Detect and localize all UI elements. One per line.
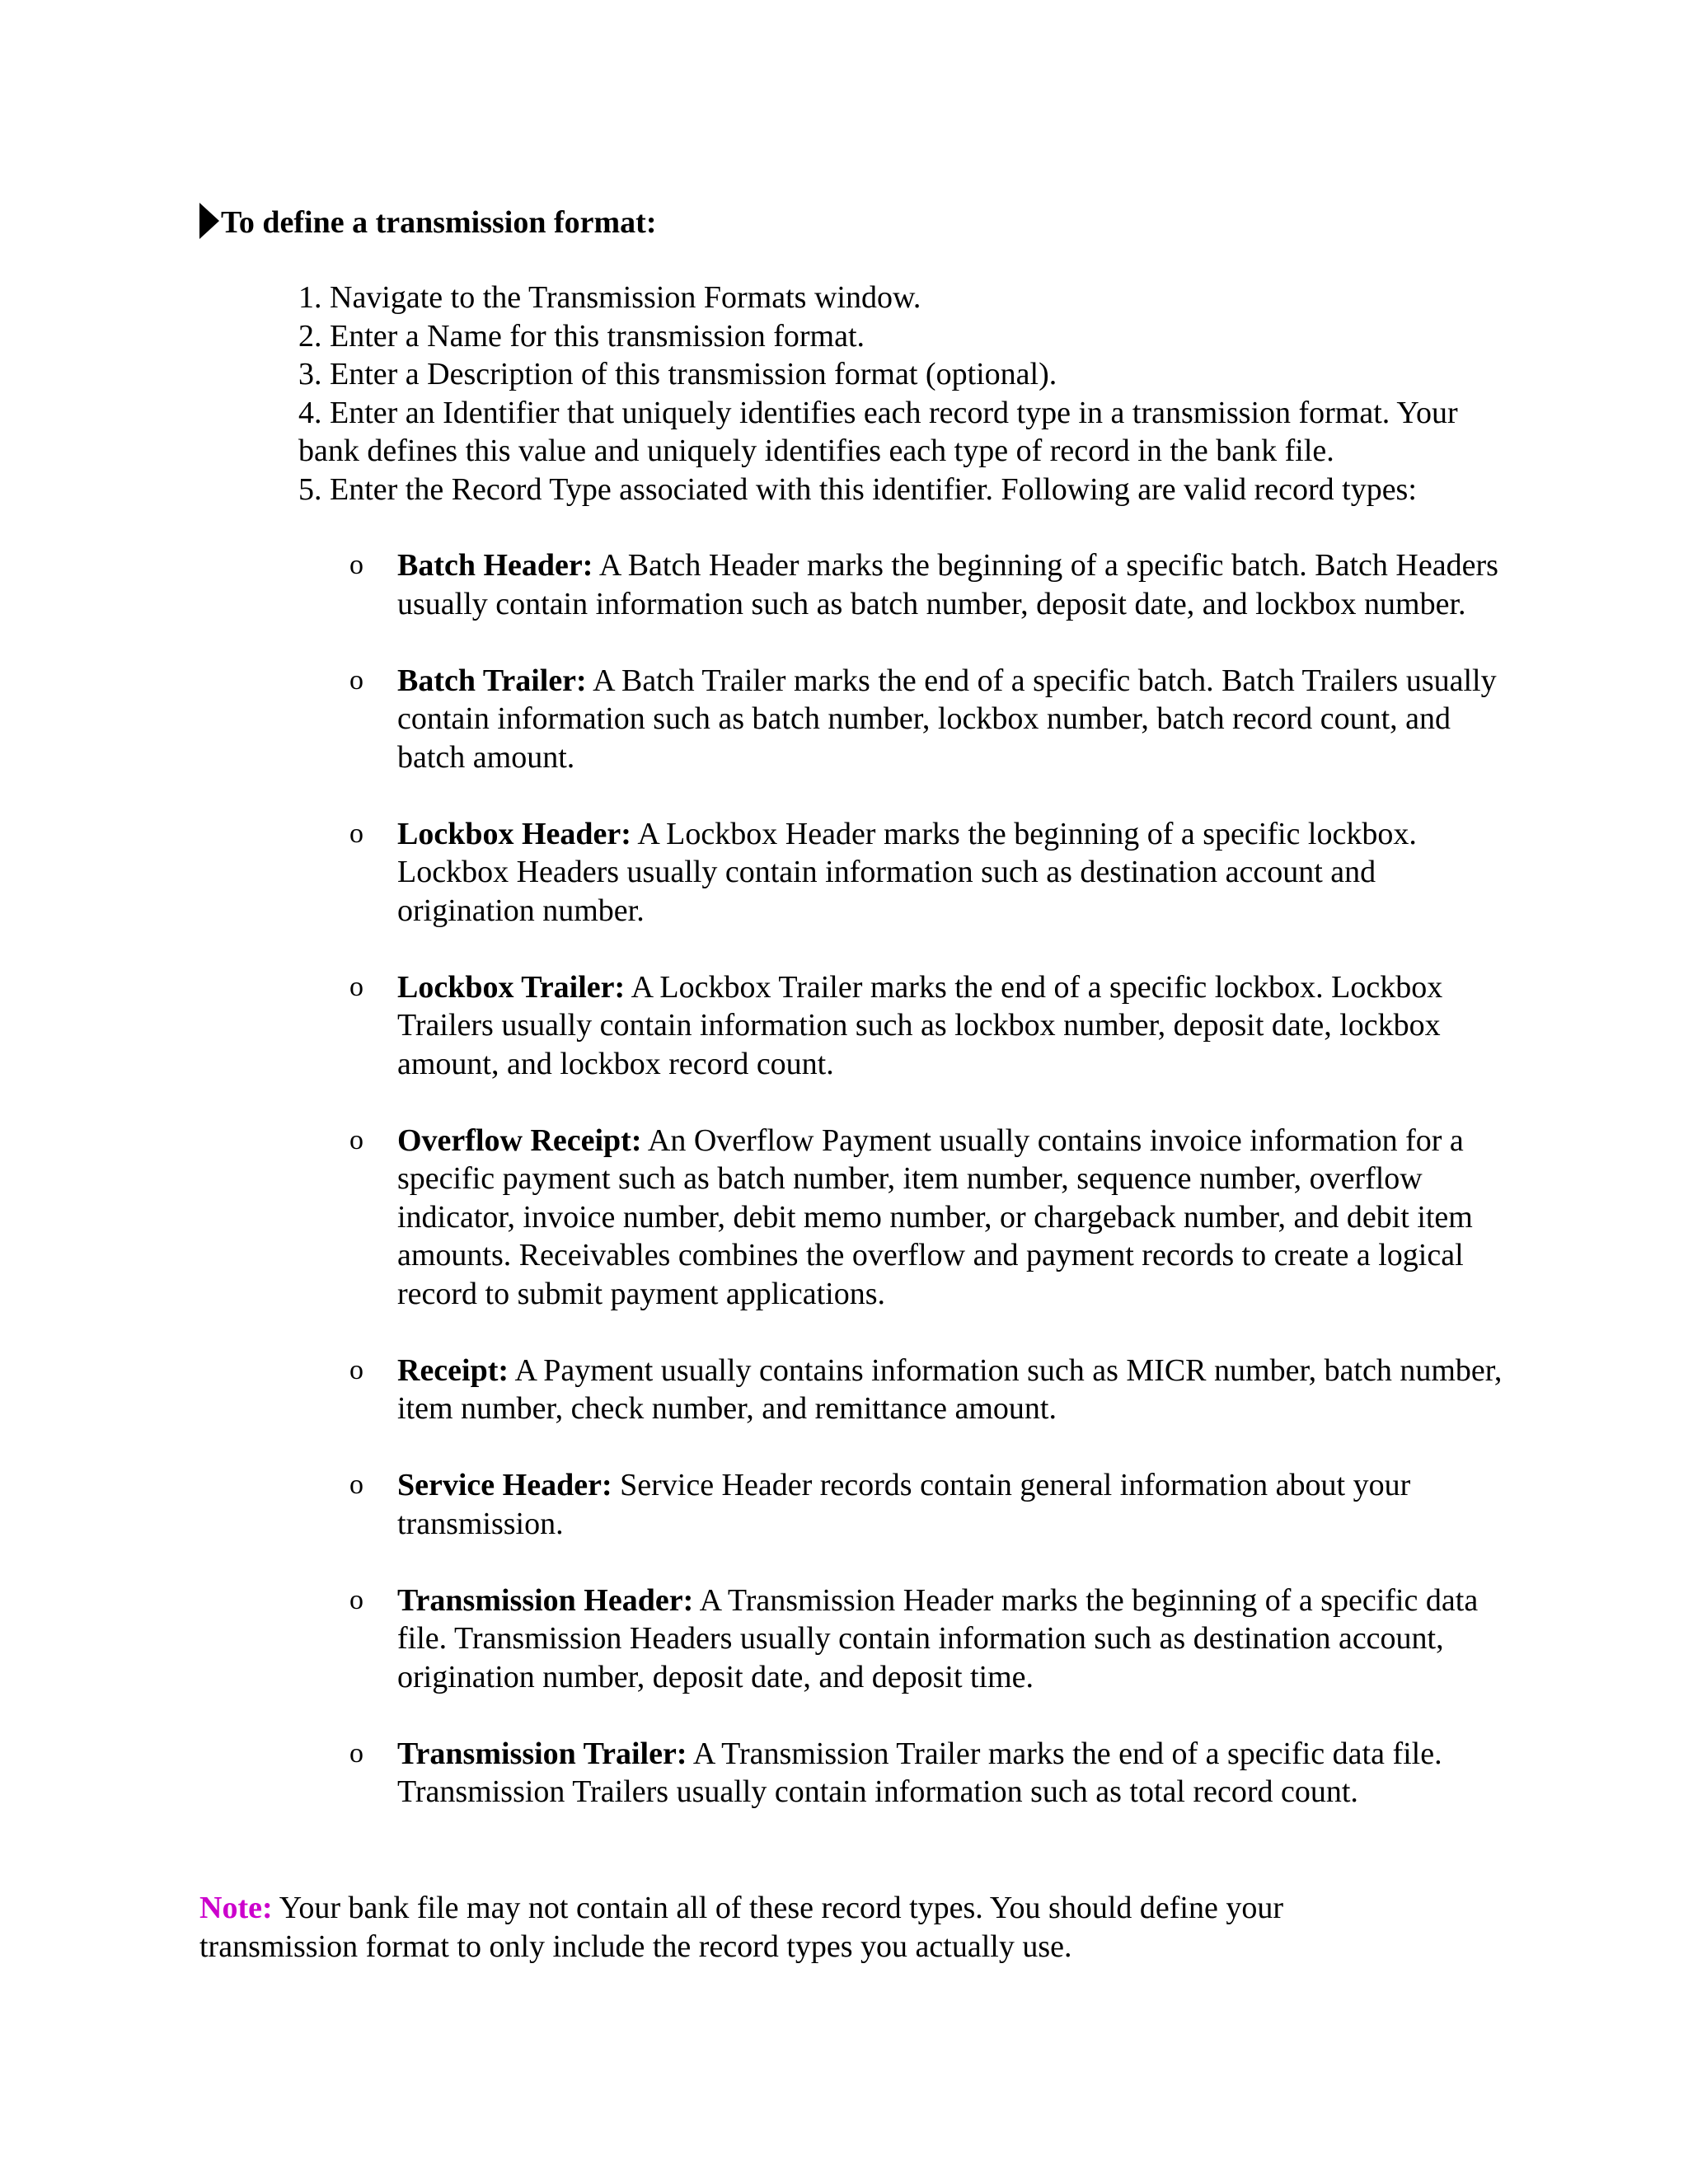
step-item: 3. Enter a Description of this transmission format (optional). <box>298 357 1057 391</box>
procedure-heading <box>199 199 656 246</box>
record-type-item <box>298 1735 1518 1811</box>
record-type-item <box>298 968 1518 1084</box>
record-types-list <box>298 546 1518 1849</box>
record-type-item <box>298 815 1518 930</box>
record-type-term: Batch Header: <box>397 548 593 583</box>
step-item: 4. Enter an Identifier that uniquely identifies each record type in a transmission format. Your bank defines this value and uniquely identifies each type of record in the bank file. <box>298 395 1458 468</box>
record-type-term: Batch Trailer: <box>397 663 587 698</box>
record-type-description: A Lockbox Trailer marks the end of a specific lockbox. Lockbox Trailers usually contain information such as lockbox number, deposit date, lockbox amount, and lockbox record count. <box>397 969 1443 1081</box>
bullet-marker: o <box>349 664 363 696</box>
record-type-description: A Payment usually contains information such as MICR number, batch number, item number, check number, and remittance amount. <box>397 1352 1503 1426</box>
steps-list <box>298 279 1518 509</box>
step-item: 2. Enter a Name for this transmission format. <box>298 318 865 354</box>
record-type-term: Overflow Receipt: <box>397 1122 642 1158</box>
record-type-description: An Overflow Payment usually contains invoice information for a specific payment such as batch number, item number, sequence number, overflow indicator, invoice number, debit memo number, or chargeback number, and debit item amounts. Receivables combines the overflow and payment records to create a logical record to submit payment applications. <box>397 1122 1473 1311</box>
record-type-term: Lockbox Header: <box>397 816 631 851</box>
record-type-term: Lockbox Trailer: <box>397 969 626 1005</box>
bullet-marker: o <box>349 1584 363 1615</box>
step-item: 1. Navigate to the Transmission Formats window. <box>298 280 921 315</box>
record-type-description: A Transmission Trailer marks the end of a specific data file. Transmission Trailers usually contain information such as total record count. <box>397 1736 1442 1809</box>
bullet-marker: o <box>349 818 363 849</box>
record-type-description: A Batch Header marks the beginning of a specific batch. Batch Headers usually contain information such as batch number, deposit date, and lockbox number. <box>397 548 1498 621</box>
note-paragraph <box>199 1889 1436 1966</box>
record-type-term: Service Header: <box>397 1468 612 1502</box>
record-type-description: A Lockbox Header marks the beginning of a specific lockbox. Lockbox Headers usually contain information such as destination account and origination number. <box>397 816 1417 928</box>
record-type-item <box>298 546 1518 623</box>
bullet-marker: o <box>349 1354 363 1385</box>
record-type-term: Transmission Header: <box>397 1582 694 1618</box>
bullet-marker: o <box>349 971 363 1002</box>
record-type-description: A Transmission Header marks the beginning of a specific data file. Transmission Headers usually contain information such as destination account, origination number, deposit date, and deposit time. <box>397 1582 1479 1694</box>
record-type-item <box>298 1466 1518 1543</box>
bullet-marker: o <box>349 550 363 580</box>
record-type-term: Receipt: <box>397 1352 509 1388</box>
procedure-heading-text: To define a transmission format: <box>221 205 657 240</box>
record-type-description: A Batch Trailer marks the end of a specific batch. Batch Trailers usually contain information such as batch number, lockbox number, batch record count, and batch amount. <box>397 663 1497 775</box>
record-type-description: Service Header records contain general information about your transmission. <box>397 1468 1411 1541</box>
step-item: 5. Enter the Record Type associated with this identifier. Following are valid record types: <box>298 471 1417 507</box>
bullet-marker: o <box>349 1469 363 1500</box>
record-type-item <box>298 1122 1518 1314</box>
record-type-term: Transmission Trailer: <box>397 1736 687 1771</box>
note-text: Your bank file may not contain all of these record types. You should define your transmission format to only include the record types you actually use. <box>199 1891 1283 1964</box>
note-label: Note: <box>199 1891 273 1925</box>
record-type-item <box>298 1582 1518 1697</box>
record-type-item <box>298 662 1518 777</box>
record-type-item <box>298 1352 1518 1428</box>
bullet-marker: o <box>349 1737 363 1769</box>
triangle-arrow-icon <box>199 203 219 239</box>
bullet-marker: o <box>349 1124 363 1155</box>
